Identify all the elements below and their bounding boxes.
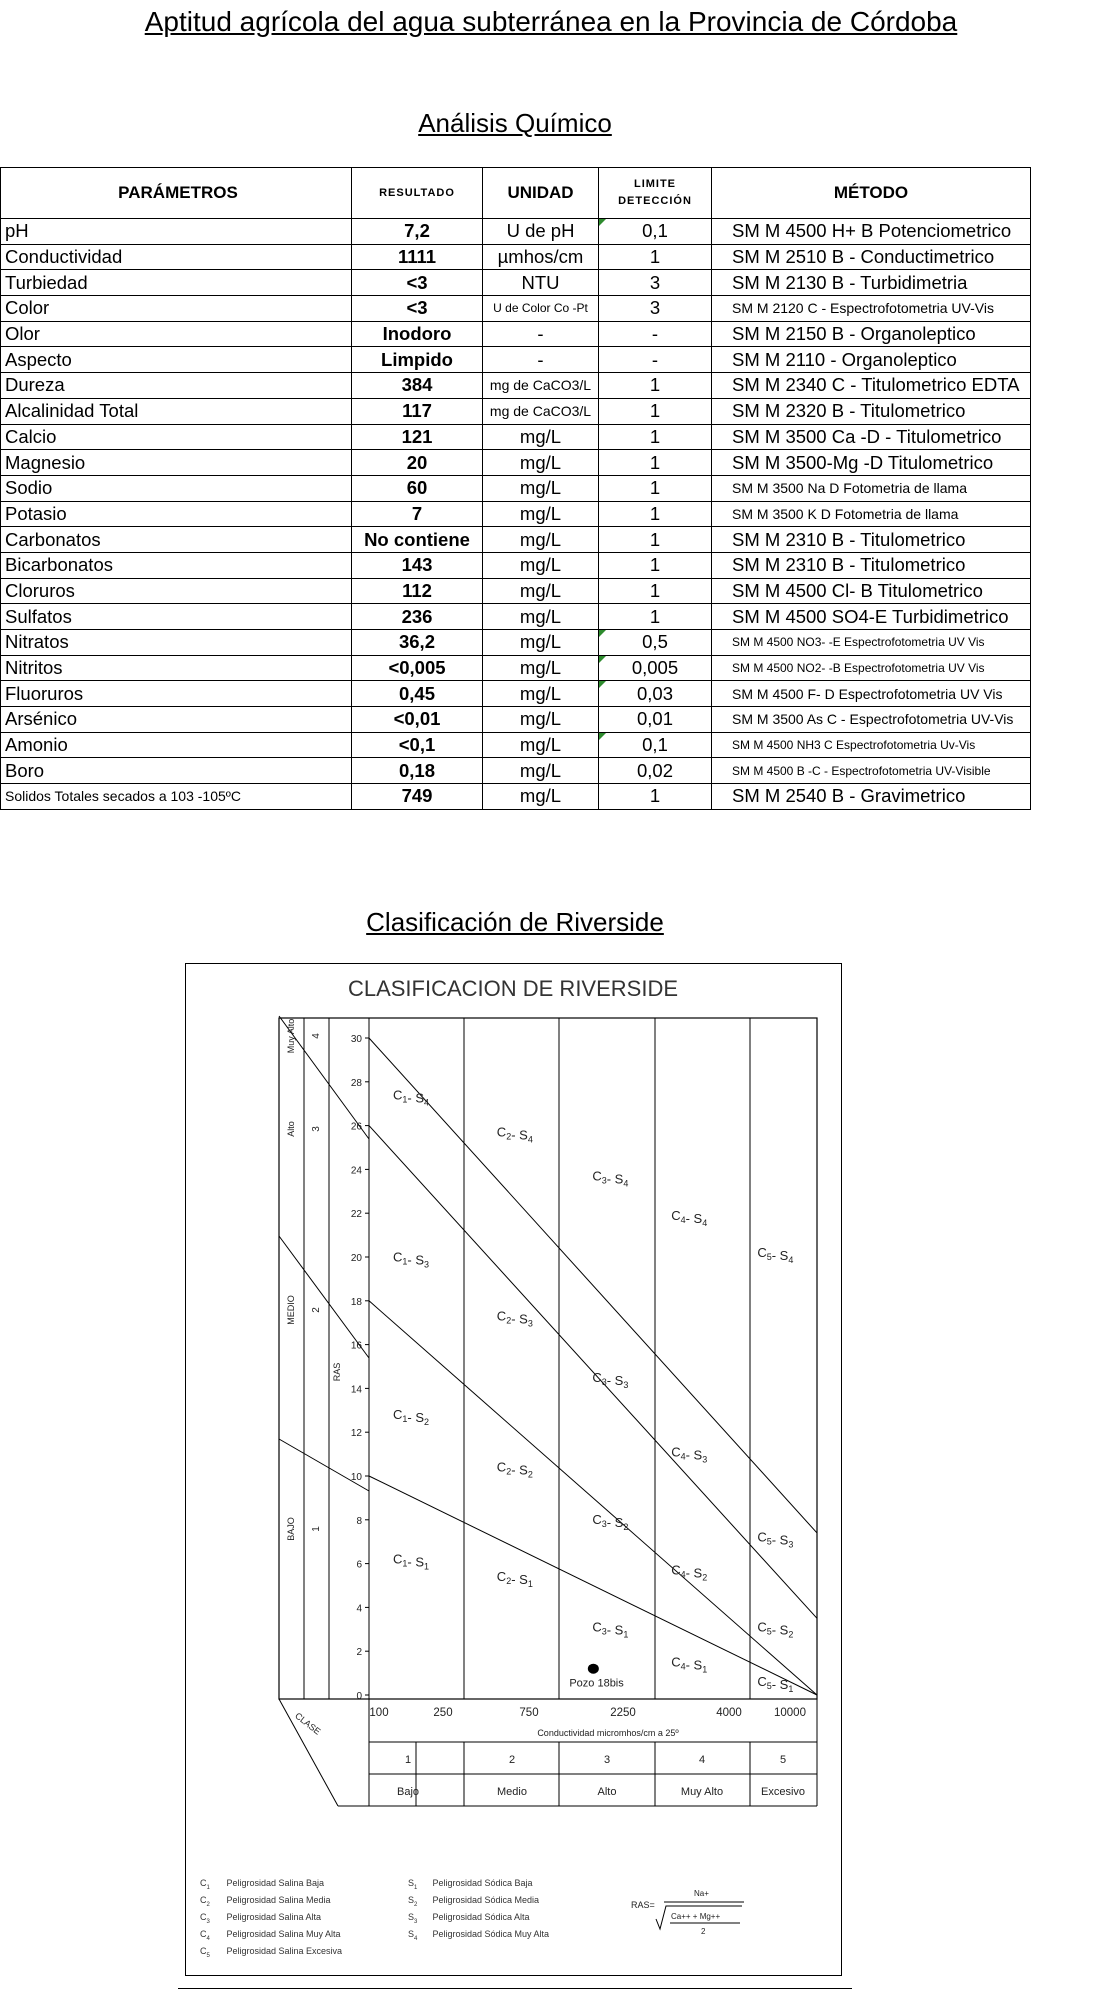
- zone-label: $C_1-$ $S_3$: [393, 1249, 430, 1270]
- unit-cell: U de Color Co -Pt: [483, 296, 599, 322]
- y-tick-label: 16: [350, 1340, 362, 1352]
- y-tick-label: 18: [350, 1296, 362, 1308]
- section-title-riverside: Clasificación de Riverside: [366, 907, 664, 937]
- unit-cell: mg/L: [483, 424, 599, 450]
- salinity-class-name: Medio: [497, 1786, 527, 1798]
- table-row: [1, 707, 1031, 733]
- y-tick-label: 2: [356, 1647, 362, 1659]
- riverside-chart: [186, 964, 840, 1974]
- zone-label: $C_2-$ $S_3$: [496, 1308, 533, 1329]
- method-cell: SM M 3500-Mg -D Titulometrico: [712, 450, 1031, 476]
- param-cell: Aspecto: [1, 347, 352, 373]
- header-method: MÉTODO: [712, 168, 1031, 219]
- limit-cell: 0,01: [599, 707, 712, 733]
- header-limit-line2: DETECCIÓN: [618, 195, 692, 207]
- zone-label: $C_2-$ $S_4$: [496, 1124, 533, 1145]
- table-row: [1, 527, 1031, 553]
- formula-lhs: RAS=: [631, 1900, 655, 1910]
- param-cell: Calcio: [1, 424, 352, 450]
- x-tick-label: 4000: [716, 1707, 742, 1719]
- limit-cell: 1: [599, 604, 712, 630]
- limit-cell: -: [599, 321, 712, 347]
- param-cell: Bicarbonatos: [1, 552, 352, 578]
- unit-cell: -: [483, 347, 599, 373]
- legend-salinity-item: $C_5$ Peligrosidad Salina Excesiva: [200, 1946, 343, 1959]
- salinity-class-name: Bajo: [396, 1786, 420, 1798]
- table-row: [1, 655, 1031, 681]
- result-cell: 236: [352, 604, 483, 630]
- zone-label: $C_5-$ $S_3$: [757, 1529, 794, 1550]
- result-cell: 0,18: [352, 758, 483, 784]
- param-cell: Arsénico: [1, 707, 352, 733]
- result-cell: 117: [352, 398, 483, 424]
- zone-label: $C_1-$ $S_4$: [393, 1087, 430, 1108]
- param-cell: Cloruros: [1, 578, 352, 604]
- table-row: [1, 373, 1031, 399]
- zone-label: $C_4-$ $S_4$: [671, 1207, 708, 1228]
- salinity-class-name: Muy Alto: [680, 1786, 724, 1798]
- limit-cell: 1: [599, 373, 712, 399]
- unit-cell: mg de CaCO3/L: [483, 398, 599, 424]
- limit-cell: 3: [599, 296, 712, 322]
- limit-cell: 0,03: [599, 681, 712, 707]
- salinity-class-name: Excesivo: [760, 1786, 806, 1798]
- method-cell: SM M 2120 C - Espectrofotometria UV-Vis: [712, 296, 1031, 322]
- method-cell: SM M 4500 H+ B Potenciometrico: [712, 219, 1031, 245]
- method-cell: SM M 4500 B -C - Espectrofotometria UV-Visible: [712, 758, 1031, 784]
- y-axis-label: RAS: [332, 1362, 342, 1382]
- result-cell: 20: [352, 450, 483, 476]
- table-body: [1, 219, 1031, 810]
- result-cell: 121: [352, 424, 483, 450]
- limit-cell: 0,005: [599, 655, 712, 681]
- method-cell: SM M 2540 B - Gravimetrico: [712, 784, 1031, 810]
- result-cell: <0,01: [352, 707, 483, 733]
- result-cell: 749: [352, 784, 483, 810]
- table-row: [1, 758, 1031, 784]
- result-cell: 0,45: [352, 681, 483, 707]
- y-tick-label: 0: [356, 1691, 362, 1702]
- result-cell: <3: [352, 296, 483, 322]
- zone-label: $C_1-$ $S_2$: [393, 1407, 430, 1428]
- unit-cell: mg/L: [483, 527, 599, 553]
- unit-cell: mg/L: [483, 630, 599, 656]
- zone-label: $C_3-$ $S_3$: [592, 1369, 629, 1390]
- unit-cell: mg/L: [483, 681, 599, 707]
- unit-cell: mg/L: [483, 450, 599, 476]
- table-row: [1, 244, 1031, 270]
- method-cell: SM M 4500 SO4-E Turbidimetrico: [712, 604, 1031, 630]
- table-row: [1, 501, 1031, 527]
- result-cell: <0,005: [352, 655, 483, 681]
- y-tick-label: 8: [356, 1515, 362, 1527]
- y-tick-label: 14: [350, 1384, 362, 1396]
- x-tick-label: 10000: [774, 1707, 806, 1719]
- zone-label: $C_3-$ $S_1$: [592, 1619, 629, 1640]
- legend-sodic-item: $S_3$ Peligrosidad Sódica Alta: [408, 1912, 530, 1925]
- y-tick-label: 30: [350, 1034, 362, 1045]
- limit-cell: 1: [599, 501, 712, 527]
- limit-cell: 1: [599, 424, 712, 450]
- zone-label: $C_1-$ $S_1$: [393, 1551, 430, 1572]
- result-cell: <0,1: [352, 732, 483, 758]
- method-cell: SM M 4500 NH3 C Espectrofotometria Uv-Vis: [712, 732, 1031, 758]
- zone-label: $C_5-$ $S_4$: [757, 1245, 794, 1265]
- result-cell: 7: [352, 501, 483, 527]
- sodium-class-name: Alto: [286, 1121, 296, 1137]
- result-cell: 60: [352, 475, 483, 501]
- page-title: Aptitud agrícola del agua subterránea en la Provincia de Córdoba: [144, 6, 958, 37]
- method-cell: SM M 3500 K D Fotometria de llama: [712, 501, 1031, 527]
- limit-cell: -: [599, 347, 712, 373]
- table-row: [1, 732, 1031, 758]
- zone-label: $C_3-$ $S_2$: [592, 1512, 629, 1533]
- y-tick-label: 20: [350, 1253, 362, 1264]
- header-unit: UNIDAD: [483, 168, 599, 219]
- table-row: [1, 578, 1031, 604]
- result-cell: No contiene: [352, 527, 483, 553]
- method-cell: SM M 2310 B - Titulometrico: [712, 527, 1031, 553]
- table-row: [1, 219, 1031, 245]
- y-tick-label: 26: [350, 1121, 362, 1133]
- legend-salinity-item: $C_2$ Peligrosidad Salina Media: [200, 1895, 331, 1908]
- unit-cell: NTU: [483, 270, 599, 296]
- limit-cell: 0,5: [599, 630, 712, 656]
- result-cell: Inodoro: [352, 321, 483, 347]
- table-row: [1, 604, 1031, 630]
- method-cell: SM M 4500 NO2- -B Espectrofotometria UV Vis: [712, 655, 1031, 681]
- limit-cell: 1: [599, 578, 712, 604]
- zone-label: $C_4-$ $S_3$: [671, 1444, 708, 1465]
- limit-cell: 1: [599, 475, 712, 501]
- table-row: [1, 450, 1031, 476]
- x-tick-label: 100: [369, 1707, 389, 1719]
- sodium-class-number: 1: [311, 1526, 322, 1532]
- y-tick-label: 10: [350, 1472, 362, 1483]
- x-tick-label: 750: [519, 1707, 539, 1719]
- unit-cell: mg/L: [483, 475, 599, 501]
- table-row: [1, 347, 1031, 373]
- x-tick-label: 250: [433, 1707, 453, 1719]
- method-cell: SM M 4500 Cl- B Titulometrico: [712, 578, 1031, 604]
- x-axis-label: Conductividad micromhos/cm a 25º: [537, 1728, 679, 1738]
- zone-label: $C_2-$ $S_2$: [496, 1459, 533, 1480]
- unit-cell: mg/L: [483, 604, 599, 630]
- legend-sodic-item: $S_1$ Peligrosidad Sódica Baja: [408, 1878, 533, 1891]
- method-cell: SM M 4500 F- D Espectrofotometria UV Vis: [712, 681, 1031, 707]
- salinity-class-number: 4: [698, 1754, 706, 1766]
- result-cell: 384: [352, 373, 483, 399]
- unit-cell: mg/L: [483, 501, 599, 527]
- legend-sodic-item: $S_4$ Peligrosidad Sódica Muy Alta: [408, 1929, 550, 1942]
- sodium-class-number: 3: [311, 1126, 322, 1132]
- method-cell: SM M 3500 As C - Espectrofotometria UV-Vis: [712, 707, 1031, 733]
- chart-outer-box: [279, 1018, 817, 1699]
- limit-cell: 0,1: [599, 732, 712, 758]
- param-cell: Alcalinidad Total: [1, 398, 352, 424]
- section-title-chemical: Análisis Químico: [418, 108, 612, 138]
- method-cell: SM M 2130 B - Turbidimetria: [712, 270, 1031, 296]
- unit-cell: U de pH: [483, 219, 599, 245]
- limit-cell: 1: [599, 784, 712, 810]
- zone-label: $C_5-$ $S_1$: [757, 1674, 794, 1695]
- y-tick-label: 4: [356, 1603, 362, 1615]
- limit-cell: 1: [599, 552, 712, 578]
- param-cell: Potasio: [1, 501, 352, 527]
- param-cell: Sulfatos: [1, 604, 352, 630]
- data-point: [588, 1664, 599, 1674]
- unit-cell: mg/L: [483, 552, 599, 578]
- y-tick-label: 6: [356, 1559, 362, 1571]
- unit-cell: mg/L: [483, 707, 599, 733]
- sodium-class-number: 4: [311, 1033, 322, 1039]
- x-tick-label: 2250: [610, 1707, 636, 1719]
- y-tick-label: 12: [350, 1428, 362, 1440]
- param-cell: Color: [1, 296, 352, 322]
- salinity-class-number: 5: [779, 1754, 787, 1766]
- method-cell: SM M 3500 Ca -D - Titulometrico: [712, 424, 1031, 450]
- legend-salinity-item: $C_4$ Peligrosidad Salina Muy Alta: [200, 1929, 341, 1942]
- result-cell: 36,2: [352, 630, 483, 656]
- legend-salinity-item: $C_3$ Peligrosidad Salina Alta: [200, 1912, 322, 1925]
- table-row: [1, 630, 1031, 656]
- zone-label: $C_4-$ $S_1$: [671, 1654, 708, 1675]
- table-row: [1, 321, 1031, 347]
- y-tick-label: 28: [350, 1077, 362, 1089]
- unit-cell: mg/L: [483, 578, 599, 604]
- unit-cell: mg/L: [483, 784, 599, 810]
- formula-divisor: 2: [701, 1927, 706, 1936]
- legend-sodic-item: $S_2$ Peligrosidad Sódica Media: [408, 1895, 540, 1908]
- table-row: [1, 475, 1031, 501]
- unit-cell: mg de CaCO3/L: [483, 373, 599, 399]
- formula-numerator: Na+: [694, 1889, 709, 1898]
- result-cell: Limpido: [352, 347, 483, 373]
- chemical-analysis-table: [0, 167, 1031, 810]
- method-cell: SM M 3500 Na D Fotometria de llama: [712, 475, 1031, 501]
- limit-cell: 0,02: [599, 758, 712, 784]
- unit-cell: -: [483, 321, 599, 347]
- unit-cell: mg/L: [483, 655, 599, 681]
- clase-diagonal: [279, 1699, 338, 1806]
- table-row: [1, 296, 1031, 322]
- header-result: RESULTADO: [352, 168, 483, 219]
- param-cell: Nitritos: [1, 655, 352, 681]
- method-cell: SM M 2340 C - Titulometrico EDTA: [712, 373, 1031, 399]
- param-cell: Fluoruros: [1, 681, 352, 707]
- param-cell: Magnesio: [1, 450, 352, 476]
- limit-cell: 1: [599, 527, 712, 553]
- param-cell: Dureza: [1, 373, 352, 399]
- limit-cell: 1: [599, 398, 712, 424]
- param-cell: Sodio: [1, 475, 352, 501]
- unit-cell: mg/L: [483, 758, 599, 784]
- limit-cell: 1: [599, 450, 712, 476]
- method-cell: SM M 2150 B - Organoleptico: [712, 321, 1031, 347]
- result-cell: 1111: [352, 244, 483, 270]
- zone-label: $C_3-$ $S_4$: [592, 1168, 629, 1189]
- method-cell: SM M 4500 NO3- -E Espectrofotometria UV Vis: [712, 630, 1031, 656]
- legend-salinity-item: $C_1$ Peligrosidad Salina Baja: [200, 1878, 325, 1891]
- param-cell: Nitratos: [1, 630, 352, 656]
- sodium-class-number: 2: [311, 1307, 322, 1313]
- sodium-class-name: BAJO: [286, 1517, 296, 1541]
- table-header-row: [1, 168, 1031, 219]
- unit-cell: mg/L: [483, 732, 599, 758]
- param-cell: Boro: [1, 758, 352, 784]
- sodium-band-line: [279, 1439, 369, 1491]
- param-cell: Carbonatos: [1, 527, 352, 553]
- salinity-class-number: 3: [603, 1754, 611, 1766]
- data-point-label: Pozo 18bis: [569, 1677, 624, 1690]
- table-row: [1, 552, 1031, 578]
- header-limit: [599, 168, 712, 219]
- header-limit-line1: LIMITE: [633, 178, 677, 190]
- result-cell: 112: [352, 578, 483, 604]
- param-cell: Olor: [1, 321, 352, 347]
- riverside-chart-frame: [185, 963, 842, 1976]
- zone-label: $C_4-$ $S_2$: [671, 1562, 708, 1583]
- result-cell: 143: [352, 552, 483, 578]
- zone-label: $C_2-$ $S_1$: [496, 1569, 533, 1590]
- param-cell: Amonio: [1, 732, 352, 758]
- table-row: [1, 398, 1031, 424]
- limit-cell: 1: [599, 244, 712, 270]
- sodium-class-name: MEDIO: [286, 1295, 296, 1325]
- param-cell: Conductividad: [1, 244, 352, 270]
- zone-label: $C_5-$ $S_2$: [757, 1619, 794, 1640]
- limit-cell: 0,1: [599, 219, 712, 245]
- salinity-class-name: Alto: [597, 1786, 617, 1798]
- header-param: PARÁMETROS: [1, 168, 352, 219]
- table-row: [1, 784, 1031, 810]
- param-cell: Solidos Totales secados a 103 -105ºC: [1, 784, 352, 810]
- unit-cell: µmhos/cm: [483, 244, 599, 270]
- param-cell: pH: [1, 219, 352, 245]
- method-cell: SM M 2510 B - Conductimetrico: [712, 244, 1031, 270]
- table-row: [1, 681, 1031, 707]
- bottom-rule: [178, 1988, 852, 1989]
- chart-title: CLASIFICACION DE RIVERSIDE: [347, 976, 679, 1001]
- y-tick-label: 22: [350, 1209, 362, 1221]
- clase-label: CLASE: [293, 1710, 323, 1737]
- method-cell: SM M 2320 B - Titulometrico: [712, 398, 1031, 424]
- result-cell: 7,2: [352, 219, 483, 245]
- formula-denominator: Ca++ + Mg++: [671, 1912, 721, 1921]
- param-cell: Turbiedad: [1, 270, 352, 296]
- sodium-class-name: Muy Alto: [286, 1018, 296, 1054]
- limit-cell: 3: [599, 270, 712, 296]
- method-cell: SM M 2310 B - Titulometrico: [712, 552, 1031, 578]
- method-cell: SM M 2110 - Organoleptico: [712, 347, 1031, 373]
- salinity-class-number: 1: [404, 1754, 412, 1766]
- result-cell: <3: [352, 270, 483, 296]
- salinity-class-number: 2: [508, 1754, 516, 1766]
- table-row: [1, 270, 1031, 296]
- table-row: [1, 424, 1031, 450]
- y-tick-label: 24: [350, 1165, 362, 1177]
